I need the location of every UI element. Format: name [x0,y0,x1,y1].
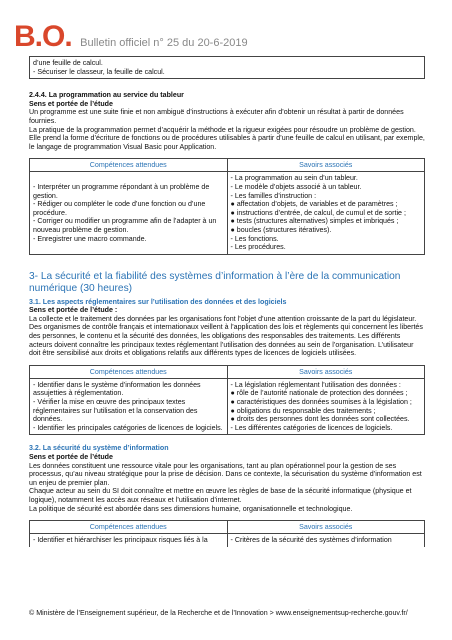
competences-cell [30,172,228,254]
competence-item: - Identifier et hiérarchiser les principaux risques liés à la [33,536,208,545]
savoir-item: - Le modèle d’objets associé à un tableur. [230,182,362,191]
section-title-2-4-4: 2.4.4. La programmation au service du tableur [29,91,184,100]
savoir-item: ● instructions d’entrée, de calcul, de cumul et de sortie ; [230,208,406,217]
savoir-item: - Les procédures. [230,243,286,252]
savoir-item: ● caractéristiques des données soumises à la législation ; [230,398,412,407]
savoirs-cell [227,172,425,254]
bulletin-title: Bulletin officiel n° 25 du 20-6-2019 [80,37,248,49]
page-footer [29,609,429,618]
savoir-item: - Les familles d’instruction : [230,191,317,200]
savoir-item: ● affectation d’objets, de variables et de paramètres ; [230,200,398,209]
section-title-3-1: 3.1. Les aspects réglementaires sur l’utilisation des données et des logiciels [29,297,287,306]
col-header-competences: Compétences attendues [30,521,228,534]
col-header-savoirs: Savoirs associés [227,365,425,378]
savoirs-cell [227,378,425,435]
savoir-item: ● rôle de l’autorité nationale de protection des données ; [230,389,408,398]
paragraph: Les données constituent une ressource vitale pour les organisations, tant au plan opérationnel pour la gestion de ses processus, qu’au niveau stratégique pour la prise de décision. Dans ce contexte, la sécurisation du système d’information est un enjeu de premier plan. [29,461,422,487]
savoir-item: ● tests (structures alternatives) simples et imbriqués ; [230,217,399,226]
page-header [14,20,248,54]
paragraph: Chaque acteur au sein du SI doit connaître et mettre en œuvre les règles de base de la sécurité informatique (physique et logique), notamment les accès aux réseaux et l’utilisation d’internet. [29,487,412,504]
savoir-item: ● obligations du responsable des traitements ; [230,406,376,415]
competence-item: - Interpréter un programme répondant à un problème de gestion. [33,182,210,200]
col-header-savoirs: Savoirs associés [227,521,425,534]
skills-table-2-4-4 [29,158,425,254]
paragraph: Un programme est une suite finie et non ambiguë d’instructions à exécuter afin d’obtenir un résultat à partir de données fournies. [29,108,404,125]
savoir-item: ● boucles (structures itératives). [230,225,332,234]
skills-table-3-2 [29,520,425,547]
savoirs-cell [227,534,425,547]
competence-item: - Corriger ou modifier un programme afin de l’adapter à un nouveau problème de gestion. [33,217,217,234]
paragraph: La politique de sécurité est abordée dans ses dimensions humaine, organisationnelle et technologique. [29,504,353,513]
competence-item: - Identifier dans le système d’information les données assujetties à réglementation. [33,380,201,398]
competence-item: - Rédiger ou compléter le code d’une fonction ou d’une procédure. [33,200,206,217]
continuation-line: d’une feuille de calcul. [33,59,103,67]
competence-item: - Enregistrer une macro commande. [33,234,147,243]
footer-copyright: © Ministère de l’Enseignement supérieur, de la Recherche et de l’Innovation > www.enseignementsup-recherche.gouv.fr/ [29,609,408,617]
col-header-savoirs: Savoirs associés [227,159,425,172]
paragraph: La pratique de la programmation permet d’acquérir la méthode et la rigueur exigées pour résoudre un problème de gestion. Elle prend la forme d’écriture de fonctions ou de procédures utilisables à partir d’une feuille de calcul en utilisant, par exemple, le langage de programmation Visual Basic pour Application. [29,125,425,151]
savoir-item: - Les différentes catégories de licences de logiciels. [230,423,393,432]
savoir-item: ● droits des personnes dont les données sont collectées. [230,415,410,424]
competence-item: - Identifier les principales catégories de licences de logiciels. [33,423,223,432]
col-header-competences: Compétences attendues [30,365,228,378]
competence-item: - Vérifier la mise en œuvre des principaux textes réglementaires sur l’utilisation et la conservation des données. [33,398,198,424]
savoir-item: - Critères de la sécurité des systèmes d’information [230,536,392,545]
bo-logo: B.O. [14,20,72,53]
savoir-item: - Les fonctions. [230,234,279,243]
section-title-3-2: 3.2. La sécurité du système d’information [29,444,169,453]
paragraph: La collecte et le traitement des données par les organisations font l’objet d’une attention croissante de la part du législateur. Des organismes de contrôle français et internationaux veillent à l’application des lois et règlements qui concernent les libertés des personnes, le contenu et la sécurité des données, les obligations des responsables des traitements. Les différents acteurs doivent connaître les principaux textes réglementant l’utilisation des données au sein de l’organisation. L’utilisateur doit être sensibilisé aux droits et obligations relatifs aux différents types de licences de logiciels utilisées. [29,314,423,358]
section-title-3: 3- La sécurité et la fiabilité des systèmes d’information à l’ère de la communication numérique (30 heures) [29,270,401,294]
scope-label: Sens et portée de l’étude [29,453,113,461]
document-body [29,56,425,547]
competences-cell [30,378,228,435]
savoir-item: - La programmation au sein d’un tableur. [230,174,358,183]
col-header-competences: Compétences attendues [30,159,228,172]
scope-label: Sens et portée de l’étude [29,99,113,108]
previous-table-continuation [29,56,425,79]
continuation-line: - Sécuriser le classeur, la feuille de calcul. [33,67,165,76]
savoir-item: - La législation réglementant l’utilisation des données : [230,380,401,389]
scope-label: Sens et portée de l’étude : [29,306,118,315]
skills-table-3-1 [29,365,425,436]
competences-cell [30,534,228,547]
